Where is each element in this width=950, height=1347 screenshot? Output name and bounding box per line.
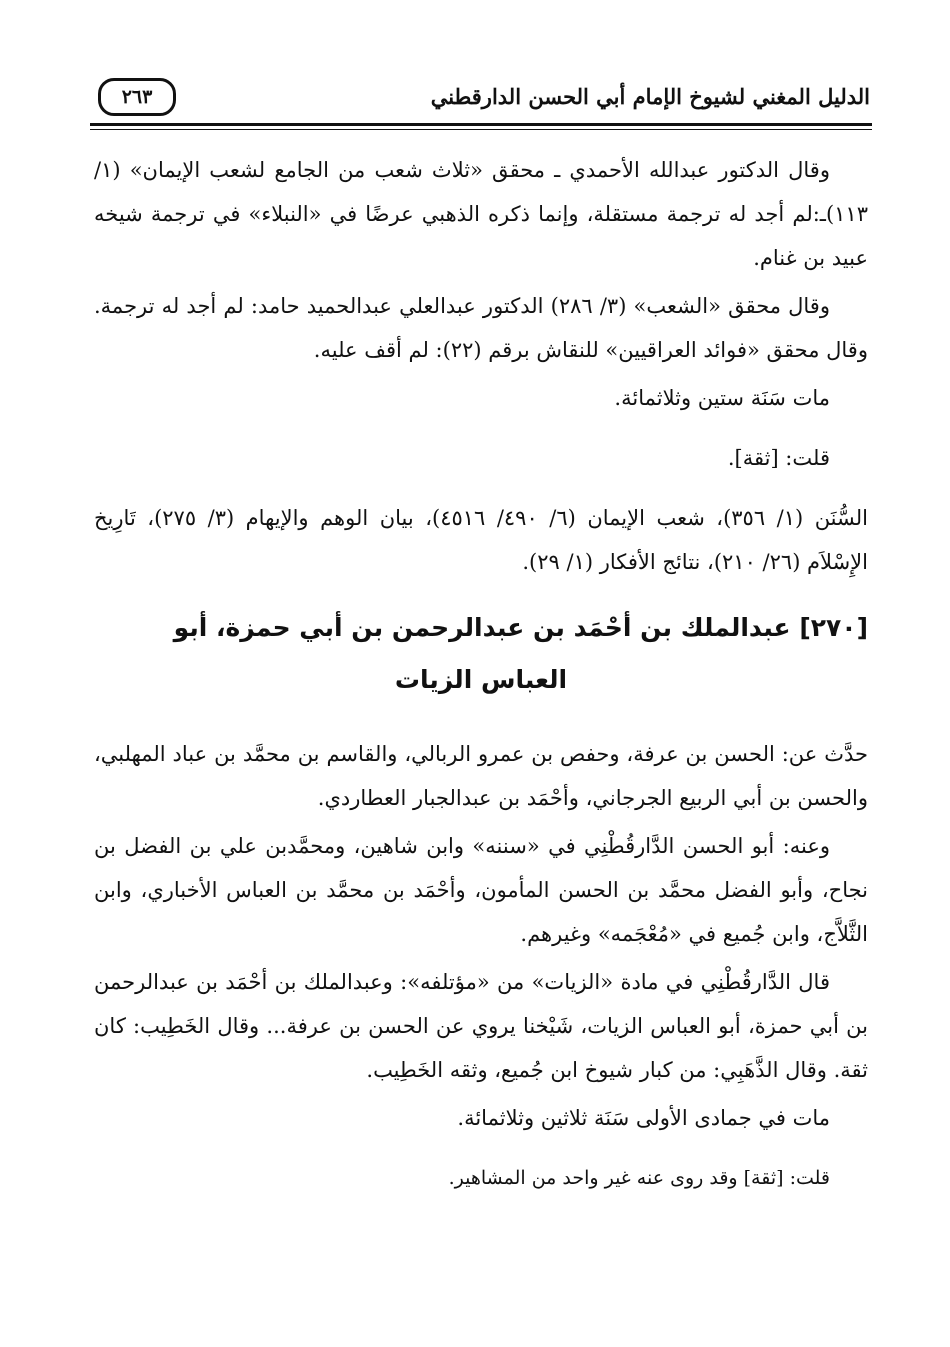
paragraph-death-date: مات سَنَة ستين وثلاثمائة. bbox=[614, 386, 830, 410]
page-number: ٢٦٣ bbox=[98, 78, 176, 116]
page-content bbox=[94, 148, 868, 1204]
paragraph-narrators: وعنه: أبو الحسن الدَّارقُطْنِي في «سننه» وابن شاهين، ومحمَّدبن علي بن الفضل بن نجاح، وأبو الفضل محمَّد بن الحسن المأمون، وأحْمَد بن محمَّد بن العباس الأخباري، وابن الثَّلاَّج، وابن جُميع في «مُعْجَمه» وغيرهم. bbox=[94, 834, 868, 946]
entry-title bbox=[94, 602, 868, 706]
running-title: الدليل المغني لشيوخ الإمام أبي الحسن الدارقطني bbox=[430, 84, 870, 109]
paragraph-narrated-from: حدَّث عن: الحسن بن عرفة، وحفص بن عمرو الربالي، والقاسم بن محمَّد بن عباد المهلبي، والحسن بن أبي الربيع الجرجاني، وأحْمَد بن عبدالجبار العطاردي. bbox=[94, 742, 868, 810]
paragraph-daraqutni-quote: قال الدَّارقُطْنِي في مادة «الزيات» من «مؤتلفه»: وعبدالملك بن أحْمَد بن عبدالرحمن بن أبي حمزة، أبو العباس الزيات، شَيْخنا يروي عن الحسن بن عرفة... وقال الخَطِيب: كان ثقة. وقال الذَّهَبِي: من كبار شيوخ ابن جُميع، وثقه الخَطِيب. bbox=[94, 970, 868, 1082]
paragraph-final-verdict: قلت: [ثقة] وقد روى عنه غير واحد من المشاهير. bbox=[448, 1167, 830, 1189]
paragraph-sources: السُّنَن (١/ ٣٥٦)، شعب الإيمان (٦/ ٤٩٠/ ٤٥١٦)، بيان الوهم والإيهام (٣/ ٢٧٥)، تَارِيخ الإِسْلاَم (٢٦/ ٢١٠)، نتائج الأفكار (١/ ٢٩). bbox=[94, 506, 868, 574]
paragraph-shuab-quote: وقال محقق «الشعب» (٣/ ٢٨٦) الدكتور عبدالعلي عبدالحميد حامد: لم أجد له ترجمة. وقال محقق «فوائد العراقيين» للنقاش برقم (٢٢): لم أقف عليه. bbox=[94, 294, 868, 362]
paragraph-death-date-2: مات في جمادى الأولى سَنَة ثلاثين وثلاثمائة. bbox=[457, 1106, 830, 1130]
paragraph-ahmadi-quote: وقال الدكتور عبدالله الأحمدي ـ محقق «ثلاث شعب من الجامع لشعب الإيمان» (١/ ١١٣)ـ:لم أجد له ترجمة مستقلة، وإنما ذكره الذهبي عرضًا في «النبلاء» في ترجمة شيخه عبيد بن غنام. bbox=[94, 158, 868, 270]
entry-title-line-2: العباس الزيات bbox=[394, 665, 568, 694]
header-rule bbox=[90, 123, 872, 126]
header-rule-thin bbox=[90, 129, 872, 130]
paragraph-verdict: قلت: [ثقة]. bbox=[727, 446, 830, 470]
entry-title-line-1: [٢٧٠] عبدالملك بن أحْمَد بن عبدالرحمن بن أبي حمزة، أبو bbox=[173, 613, 868, 642]
page-header bbox=[90, 76, 870, 120]
